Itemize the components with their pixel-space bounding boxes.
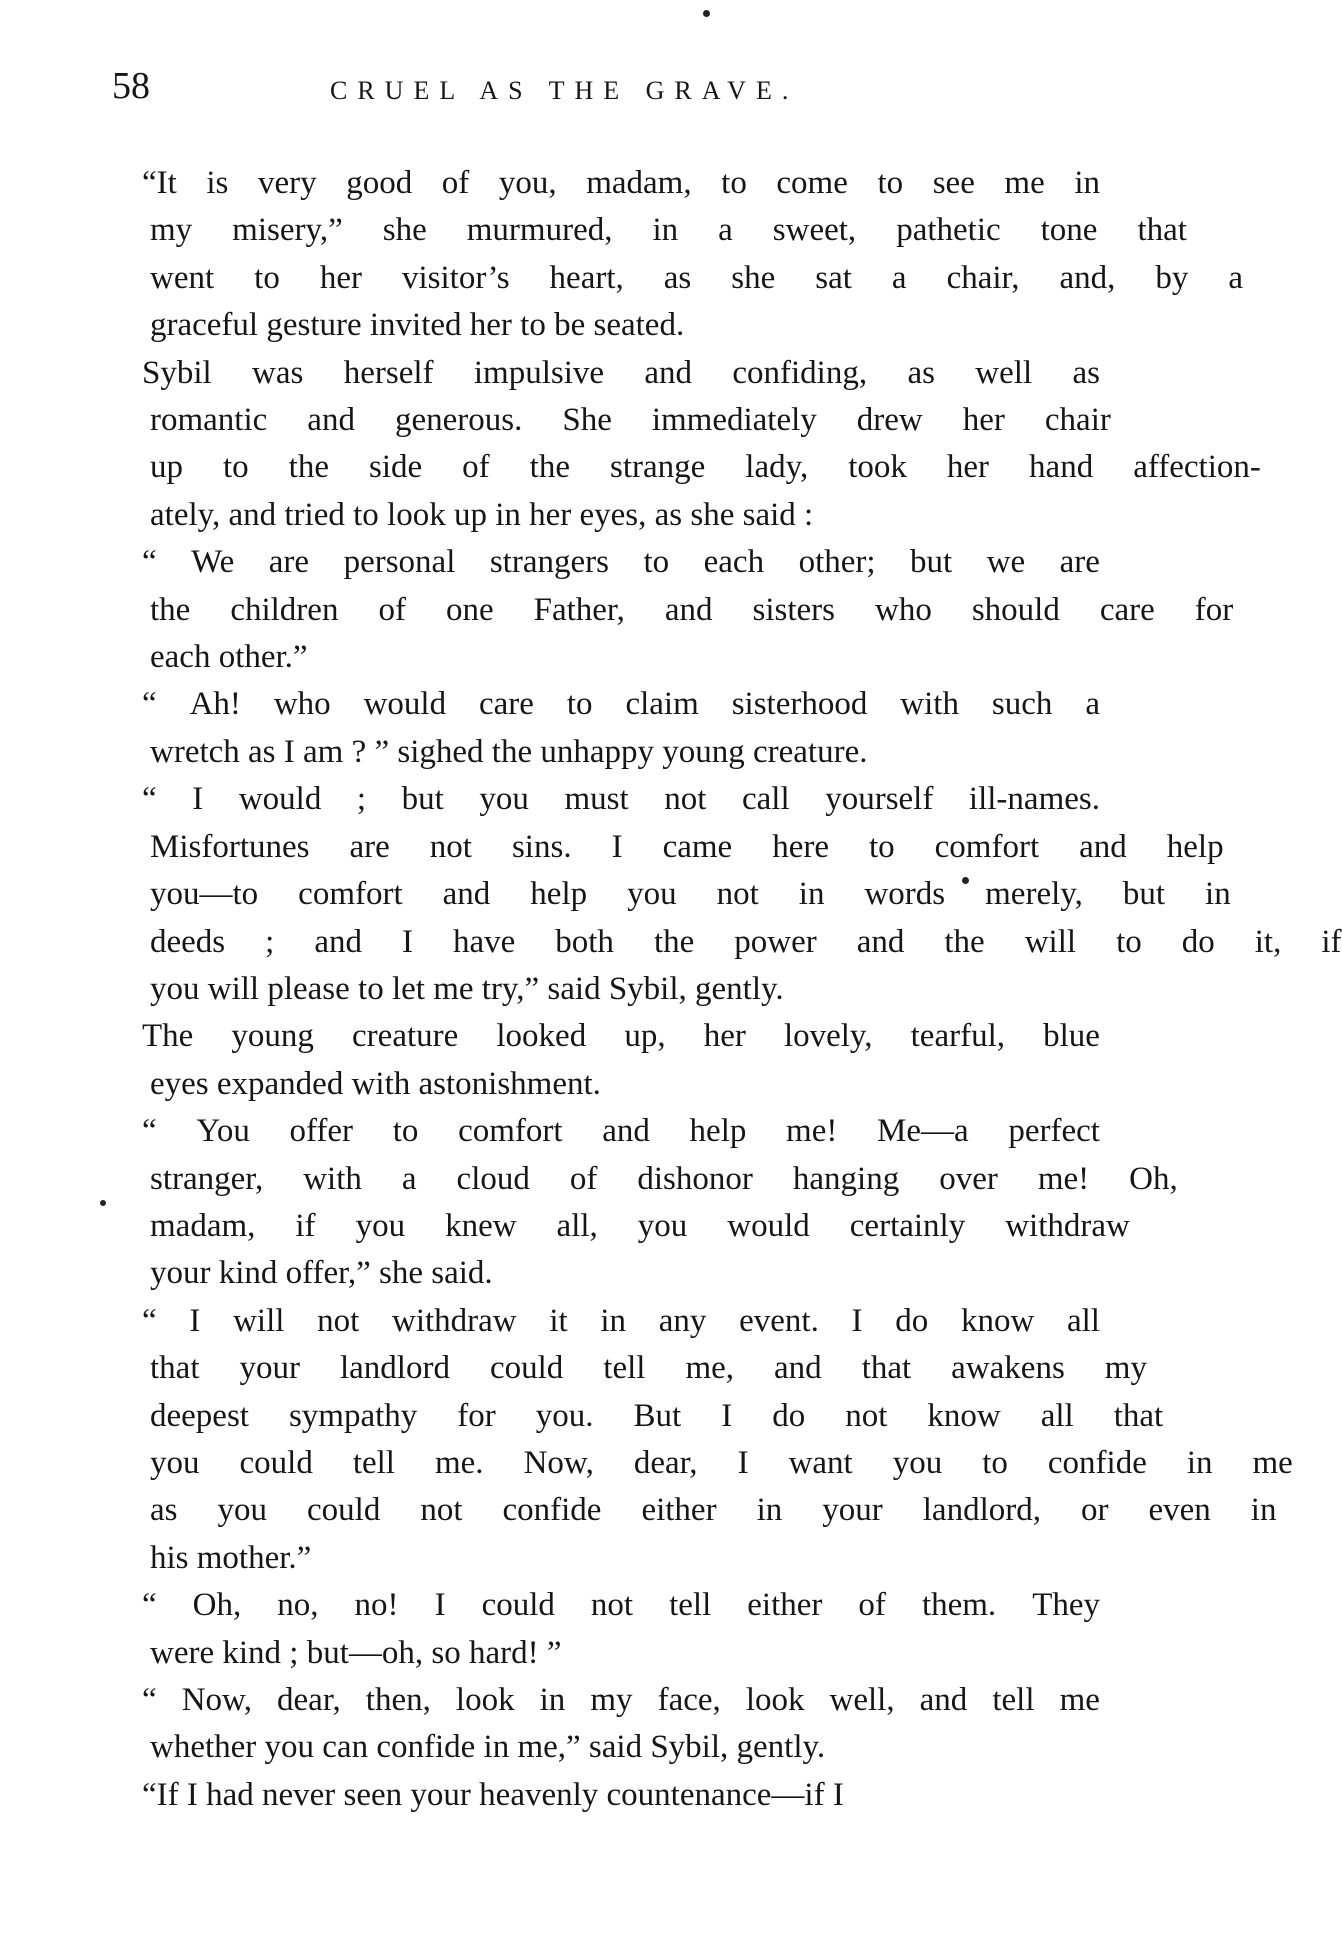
paragraph — [110, 160, 1244, 350]
text-line: “ You offer to comfort and help me! Me—a perfect — [142, 1113, 1100, 1150]
text-line: Sybil was herself impulsive and confiding, as well as — [142, 354, 1100, 391]
running-head: CRUEL AS THE GRAVE. — [330, 76, 799, 105]
text-line: you will please to let me try,” said Sybil, gently. — [150, 970, 784, 1007]
page-number: 58 — [112, 65, 150, 107]
text-line: “ Now, dear, then, look in my face, look well, and tell me — [142, 1682, 1100, 1718]
page-header — [110, 58, 1110, 118]
text-line: Misfortunes are not sins. I came here to comfort and help — [150, 828, 1224, 865]
text-line: graceful gesture invited her to be seated. — [150, 307, 685, 344]
text-line: whether you can confide in me,” said Sybil, gently. — [150, 1729, 826, 1766]
text-line: wretch as I am ? ” sighed the unhappy young creature. — [150, 733, 868, 770]
text-line: “ I would ; but you must not call yourself ill-names. — [142, 781, 1100, 818]
text-line: deepest sympathy for you. But I do not know all that — [150, 1397, 1164, 1434]
text-line: “ Oh, no, no! I could not tell either of them. They — [142, 1587, 1100, 1624]
text-line: as you could not confide either in your landlord, or even in — [150, 1492, 1277, 1529]
body-text — [110, 160, 1342, 1819]
text-line: each other.” — [150, 639, 308, 676]
paragraph — [110, 1108, 1178, 1298]
text-line: the children of one Father, and sisters who should care for — [150, 591, 1234, 628]
paragraph — [110, 681, 1100, 776]
text-line: The young creature looked up, her lovely, tearful, blue — [142, 1018, 1100, 1055]
paragraph — [110, 350, 1261, 540]
text-line: deeds ; and I have both the power and the will to do it, if — [150, 923, 1342, 960]
text-line: went to her visitor’s heart, as she sat a chair, and, by a — [150, 259, 1244, 296]
paragraph — [110, 1582, 1100, 1677]
paragraph — [110, 776, 1342, 1013]
text-line: eyes expanded with astonishment. — [150, 1065, 601, 1102]
text-line: up to the side of the strange lady, took her hand affection- — [150, 449, 1261, 486]
text-line: “ Ah! who would care to claim sisterhood with such a — [142, 686, 1100, 723]
paragraph — [110, 539, 1234, 681]
text-line: “If I had never seen your heavenly countenance—if I — [142, 1776, 844, 1813]
text-line: you could tell me. Now, dear, I want you to confide in me — [150, 1444, 1293, 1481]
paragraph — [110, 1677, 1100, 1772]
paragraph — [110, 1298, 1293, 1582]
paragraph — [110, 1013, 1100, 1108]
text-line: stranger, with a cloud of dishonor hanging over me! Oh, — [150, 1160, 1178, 1197]
text-line: romantic and generous. She immediately drew her chair — [150, 402, 1111, 439]
text-line: you—to comfort and help you not in words merely, but in — [150, 876, 1231, 913]
text-line: his mother.” — [150, 1539, 312, 1576]
text-line: were kind ; but—oh, so hard! ” — [150, 1634, 562, 1671]
paragraph — [110, 1772, 1100, 1819]
text-line: my misery,” she murmured, in a sweet, pathetic tone that — [150, 212, 1187, 249]
print-speck — [962, 877, 969, 884]
text-line: that your landlord could tell me, and that awakens my — [150, 1350, 1147, 1387]
text-line: madam, if you knew all, you would certainly withdraw — [150, 1207, 1130, 1244]
text-line: ately, and tried to look up in her eyes, as she said : — [150, 496, 814, 533]
print-speck — [100, 1200, 106, 1206]
text-line: “ We are personal strangers to each other; but we are — [142, 544, 1100, 581]
text-line: “It is very good of you, madam, to come to see me in — [142, 165, 1100, 201]
text-line: “ I will not withdraw it in any event. I do know all — [142, 1302, 1100, 1339]
text-line: your kind offer,” she said. — [150, 1255, 493, 1292]
print-speck — [703, 10, 710, 17]
